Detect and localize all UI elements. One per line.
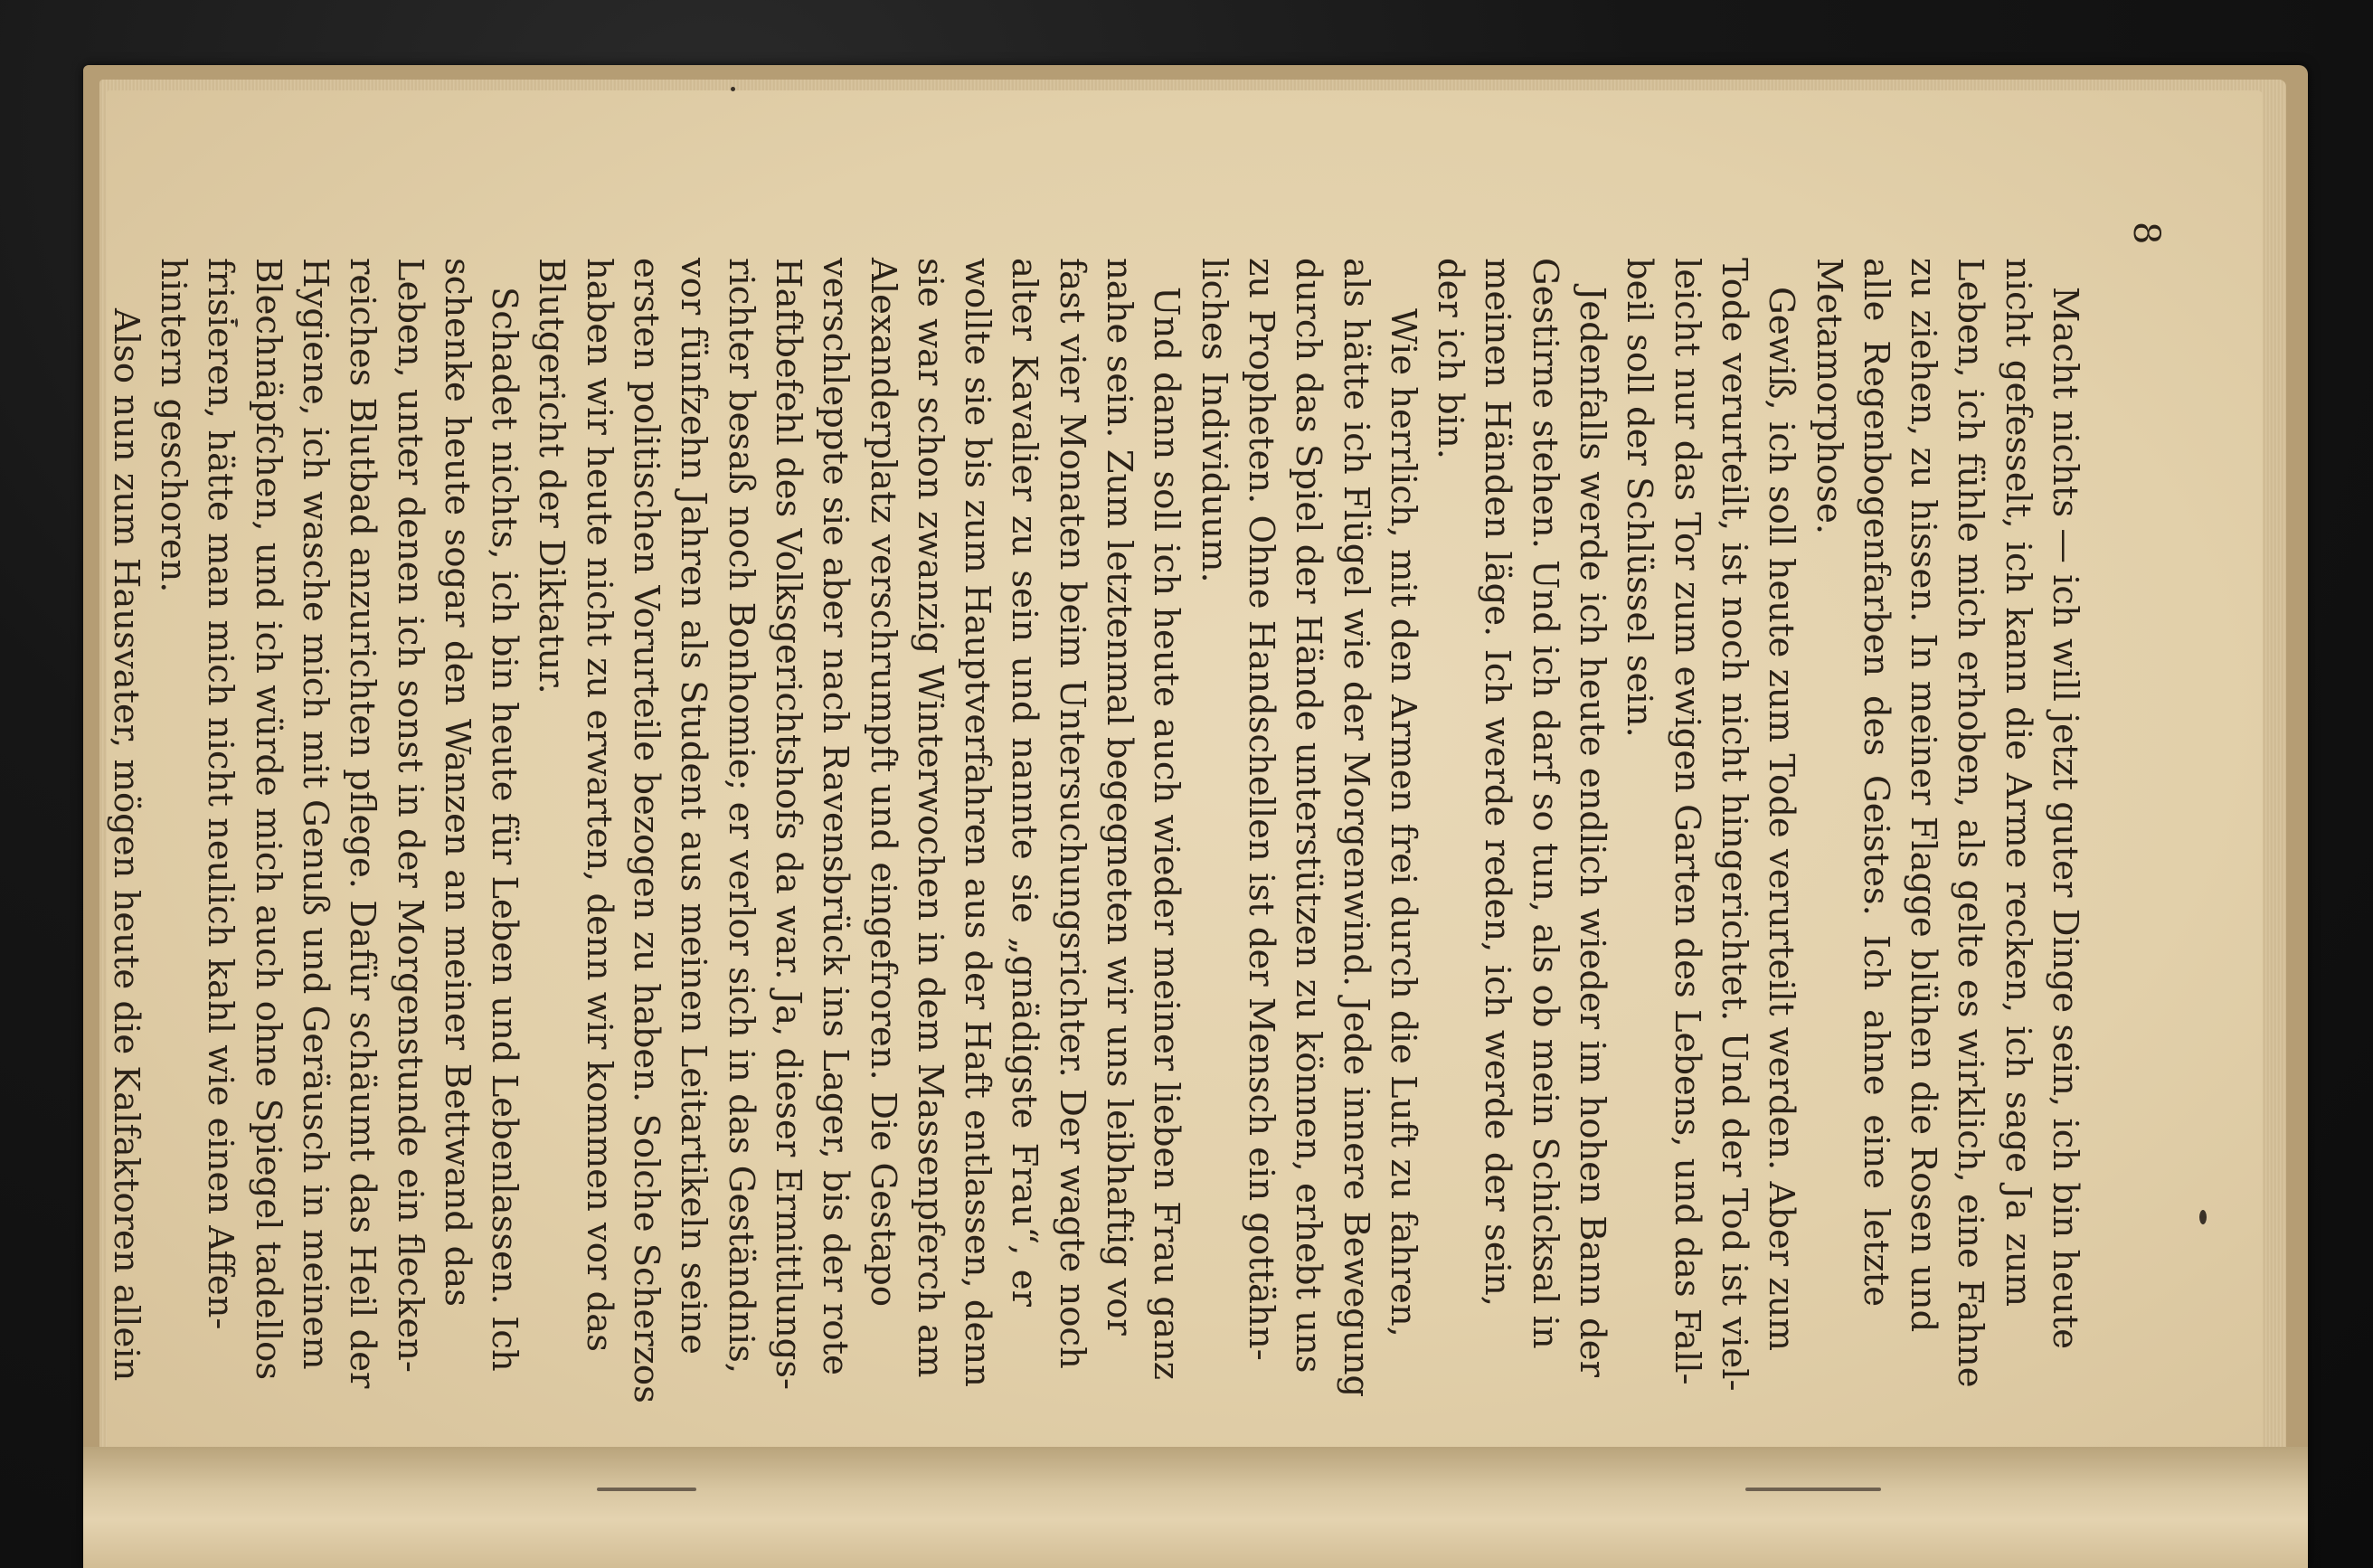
text-line: Schadet nichts, ich bin heute für Leben und Lebenlassen. Ich <box>484 287 525 1372</box>
text-line: als hätte ich Flügel wie der Morgenwind. Jede innere Bewegung <box>1335 258 1376 1398</box>
text-line: sie war schon zwanzig Winterwochen in dem Massenpferch am <box>909 258 950 1378</box>
text-line: frisieren, hätte man mich nicht neulich kahl wie einen Affen- <box>200 258 241 1330</box>
text-line: schenke heute sogar den Wanzen an meiner Bettwand das <box>436 258 477 1307</box>
text-line: alter Kavalier zu sein und nannte sie „gnädigste Frau“, er <box>1004 258 1045 1307</box>
text-line: Und dann soll ich heute auch wieder meiner lieben Frau ganz <box>1146 287 1187 1381</box>
text-line: zu Propheten. Ohne Handschellen ist der Mensch ein gottähn- <box>1240 258 1281 1361</box>
text-line: haben wir heute nicht zu erwarten, denn wir kommen vor das <box>578 258 619 1352</box>
text-line: Hygiene, ich wasche mich mit Genuß und Geräusch in meinem <box>295 258 336 1370</box>
text-line: ersten politischen Vorurteile bezogen zu haben. Solche Scherzos <box>626 258 667 1403</box>
text-line: Tode verurteilt, ist noch nicht hingerichtet. Und der Tod ist viel- <box>1713 258 1754 1392</box>
text-line: durch das Spiel der Hände unterstützen zu können, erhebt uns <box>1288 258 1329 1374</box>
text-line: Wie herrlich, mit den Armen frei durch die Luft zu fahren, <box>1382 308 1423 1337</box>
text-line: hintern geschoren. <box>153 258 194 593</box>
page-fold <box>83 1447 2308 1568</box>
text-line: leicht nur das Tor zum ewigen Garten des Lebens, und das Fall- <box>1666 258 1707 1385</box>
text-line: richter besaß noch Bonhomie; er verlor sich in das Geständnis, <box>720 258 761 1374</box>
paper-speck <box>2199 1210 2207 1224</box>
text-line: Gewiß, ich soll heute zum Tode verurteilt werden. Aber zum <box>1761 287 1802 1351</box>
text-line: meinen Händen läge. Ich werde reden, ich werde der sein, <box>1477 258 1518 1307</box>
page-number: 8 <box>2125 222 2167 245</box>
paper-speck <box>731 87 735 91</box>
text-line: wollte sie bis zum Hauptverfahren aus der Haft entlassen, denn <box>957 258 998 1387</box>
text-line: Gestirne stehen. Und ich darf so tun, als ob mein Schicksal in <box>1524 258 1565 1349</box>
text-line: nicht gefesselt, ich kann die Arme recken, ich sage Ja zum <box>1997 258 2038 1307</box>
text-line: verschleppte sie aber nach Ravensbrück ins Lager, bis der rote <box>815 258 856 1375</box>
text-line: Blutgericht der Diktatur. <box>531 258 572 694</box>
text-line: beil soll der Schlüssel sein. <box>1619 258 1660 738</box>
body-text <box>102 258 2088 1403</box>
text-line: Also nun zum Hausvater, mögen heute die Kalfaktoren allein <box>105 308 147 1382</box>
text-line: alle Regenbogenfarben des Geistes. Ich ahne eine letzte <box>1855 258 1896 1307</box>
text-line: Alexanderplatz verschrumpft und eingefroren. Die Gestapo <box>862 258 903 1307</box>
text-line: Blechnäpfchen, und ich würde mich auch ohne Spiegel tadellos <box>247 258 288 1381</box>
binding-thread-right <box>1745 1488 1881 1491</box>
page-text-block <box>105 194 2167 1403</box>
text-line: zu ziehen, zu hissen. In meiner Flagge blühen die Rosen und <box>1903 258 1944 1333</box>
text-line: vor fünfzehn Jahren als Student aus meinen Leitartikeln seine <box>673 258 714 1355</box>
text-line: Leben, ich fühle mich erhoben, als gelte es wirklich, eine Fahne <box>1950 258 1991 1388</box>
text-line: liches Individuum. <box>1193 258 1234 583</box>
text-line: Haftbefehl des Volksgerichtshofs da war. Ja, dieser Ermittlungs- <box>767 258 808 1391</box>
binding-thread-left <box>597 1488 696 1491</box>
text-line: der ich bin. <box>1430 258 1471 459</box>
text-line: nahe sein. Zum letztenmal begegneten wir uns leibhaftig vor <box>1099 258 1140 1336</box>
text-line: Macht nichts — ich will jetzt guter Dinge sein, ich bin heute <box>2045 287 2085 1349</box>
text-line: fast vier Monaten beim Untersuchungsrichter. Der wagte noch <box>1051 258 1092 1369</box>
text-line: reiches Blutbad anzurichten pflege. Dafür schäumt das Heil der <box>342 258 383 1389</box>
text-line: Jedenfalls werde ich heute endlich wieder im hohen Bann der <box>1572 287 1613 1377</box>
text-line: Leben, unter denen ich sonst in der Morgenstunde ein flecken- <box>389 258 430 1373</box>
text-line: Metamorphose. <box>1808 258 1849 535</box>
